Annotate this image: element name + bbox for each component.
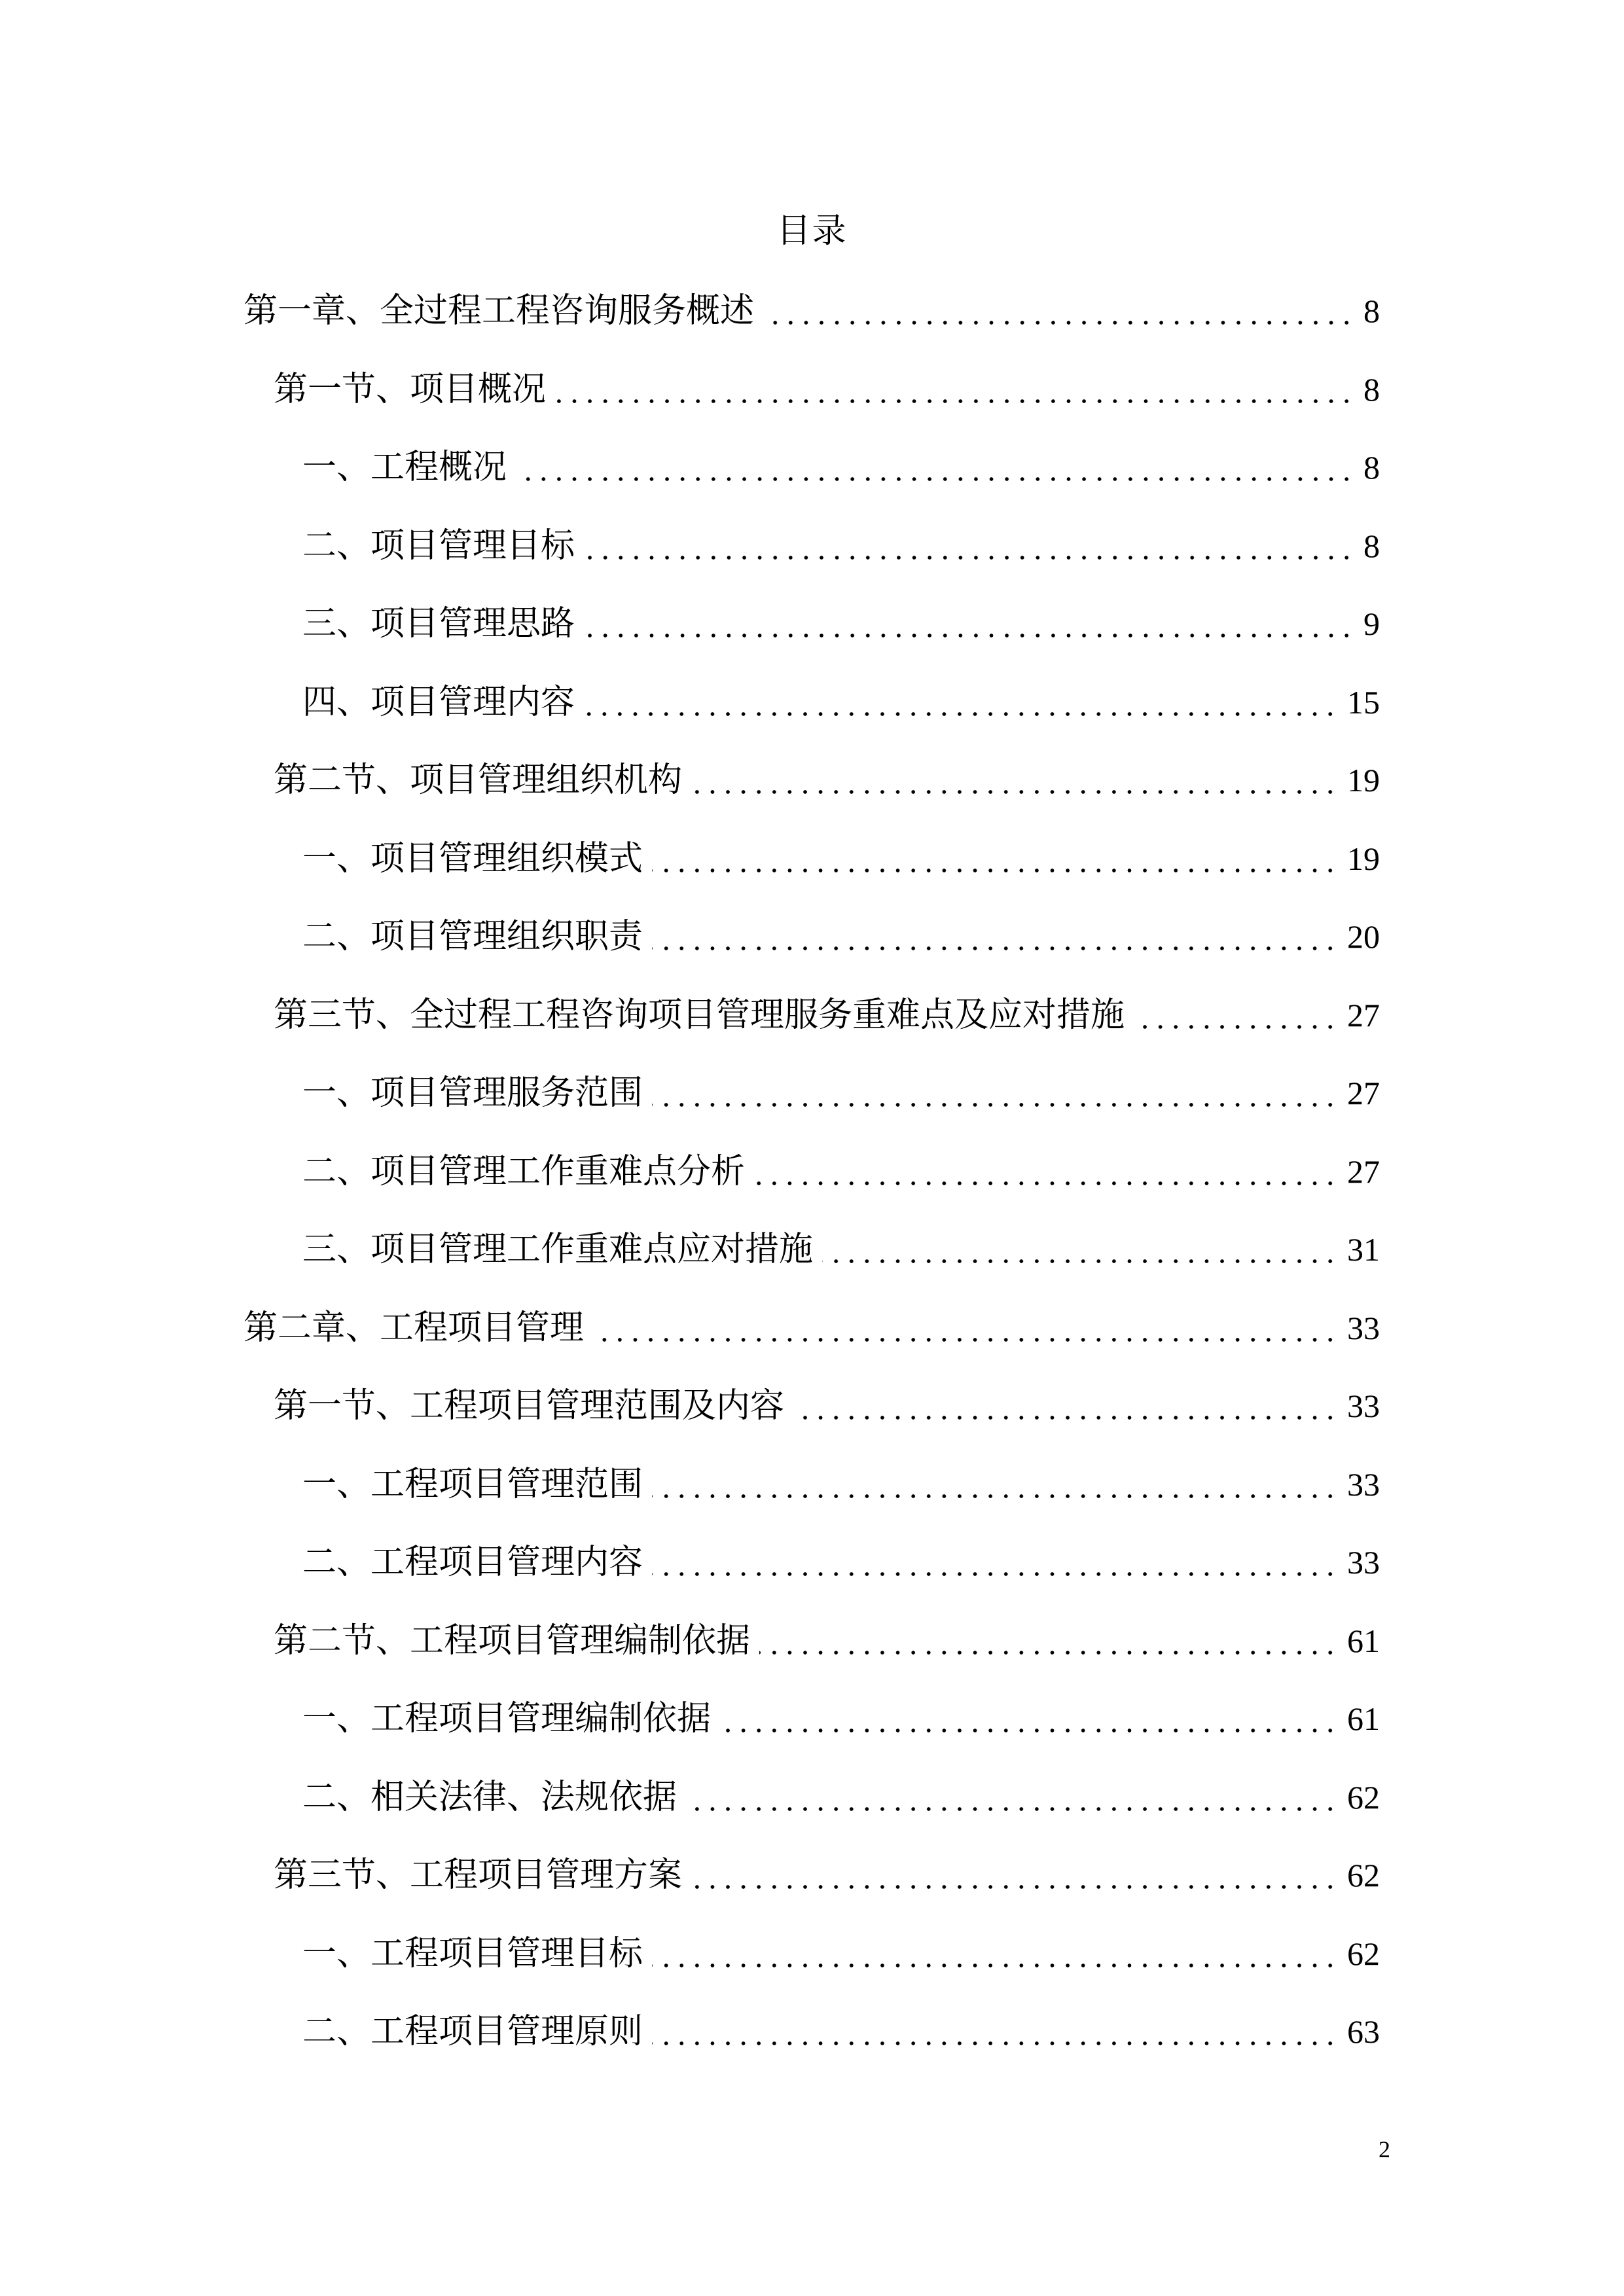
toc-entry-label: 二、项目管理组织职责 (302, 917, 643, 956)
toc-dot-leader (584, 601, 1354, 647)
toc-entry-page: 19 (1347, 762, 1380, 798)
toc-entry-label: 二、工程项目管理内容 (302, 1543, 643, 1582)
toc-entry-label: 第三节、工程项目管理方案 (274, 1856, 683, 1895)
toc-entry-page: 33 (1347, 1544, 1380, 1581)
toc-entry-page: 33 (1347, 1388, 1380, 1424)
toc-dot-leader (584, 523, 1354, 569)
toc-entry-page: 61 (1347, 1623, 1380, 1659)
toc-dot-leader (691, 1852, 1338, 1898)
toc-dot-leader (793, 1383, 1338, 1429)
toc-entry-label: 一、项目管理服务范围 (302, 1073, 643, 1113)
toc-entry-label: 一、工程概况 (302, 448, 507, 487)
toc-entry-page: 61 (1347, 1700, 1380, 1737)
toc-entry[interactable] (302, 914, 1380, 960)
toc-entry[interactable] (274, 1618, 1380, 1664)
toc-entry-page: 33 (1347, 1466, 1380, 1503)
toc-entry[interactable] (302, 1462, 1380, 1507)
toc-entry-page: 63 (1347, 2013, 1380, 2050)
toc-title: 目录 (776, 211, 848, 251)
toc-entry[interactable] (302, 836, 1380, 882)
toc-entry-page: 27 (1347, 1153, 1380, 1190)
toc-dot-leader (691, 757, 1338, 803)
toc-entry-label: 一、工程项目管理范围 (302, 1465, 643, 1504)
toc-entry[interactable] (274, 1852, 1380, 1898)
toc-entry[interactable] (302, 1931, 1380, 1977)
toc-entry-page: 15 (1347, 684, 1380, 721)
toc-entry-page: 62 (1347, 1857, 1380, 1893)
toc-dot-leader (652, 1070, 1338, 1116)
toc-entry[interactable] (302, 1070, 1380, 1116)
toc-entry-page: 19 (1347, 840, 1380, 877)
toc-dot-leader (652, 1931, 1338, 1977)
toc-entry[interactable] (274, 757, 1380, 803)
toc-entry-label: 第一节、工程项目管理范围及内容 (274, 1386, 785, 1426)
toc-dot-leader (516, 444, 1354, 490)
toc-entry-label: 第一节、项目概况 (274, 370, 547, 409)
toc-dot-leader (652, 836, 1338, 882)
toc-dot-leader (686, 1774, 1338, 1820)
toc-entry[interactable] (274, 992, 1380, 1038)
toc-dot-leader (584, 679, 1338, 725)
toc-entry-label: 第三节、全过程工程咨询项目管理服务重难点及应对措施 (274, 996, 1125, 1035)
toc-entry[interactable] (302, 1149, 1380, 1194)
toc-entry-label: 第一章、全过程工程咨询服务概述 (244, 291, 755, 331)
toc-entry-page: 8 (1363, 449, 1380, 486)
toc-dot-leader (652, 2009, 1338, 2054)
toc-dot-leader (759, 1618, 1338, 1664)
toc-entry-page: 62 (1347, 1779, 1380, 1816)
toc-entry[interactable] (302, 2009, 1380, 2054)
toc-entry[interactable] (274, 1383, 1380, 1429)
toc-dot-leader (754, 1149, 1338, 1194)
toc-entry-label: 三、项目管理思路 (302, 604, 575, 643)
toc-entry[interactable] (274, 367, 1380, 412)
toc-dot-leader (652, 1539, 1338, 1585)
toc-entry-page: 9 (1363, 605, 1380, 642)
toc-entry-page: 27 (1347, 997, 1380, 1033)
toc-dot-leader (593, 1305, 1338, 1351)
toc-entry-label: 四、项目管理内容 (302, 683, 575, 722)
toc-dot-leader (822, 1227, 1338, 1272)
toc-dot-leader (720, 1696, 1338, 1742)
toc-entry[interactable] (302, 1774, 1380, 1820)
toc-dot-leader (555, 367, 1354, 412)
toc-entry-page: 8 (1363, 528, 1380, 564)
toc-entry-page: 8 (1363, 293, 1380, 329)
toc-dot-leader (652, 1462, 1338, 1507)
toc-entry-label: 第二节、工程项目管理编制依据 (274, 1621, 751, 1660)
toc-entry[interactable] (302, 601, 1380, 647)
toc-entry-label: 第二节、项目管理组织机构 (274, 761, 683, 800)
toc-entry-page: 8 (1363, 371, 1380, 408)
toc-entry[interactable] (244, 1305, 1380, 1351)
toc-entry[interactable] (302, 444, 1380, 490)
toc-entry-label: 二、相关法律、法规依据 (302, 1778, 677, 1817)
toc-entry[interactable] (302, 1227, 1380, 1272)
toc-dot-leader (1134, 992, 1338, 1038)
toc-entry-label: 二、工程项目管理原则 (302, 2012, 643, 2051)
toc-entry-page: 27 (1347, 1075, 1380, 1111)
toc-entry[interactable] (302, 1539, 1380, 1585)
toc-entry-page: 31 (1347, 1231, 1380, 1268)
toc-entry-label: 第二章、工程项目管理 (244, 1308, 585, 1348)
toc-dot-leader (652, 914, 1338, 960)
toc-entry-label: 一、工程项目管理目标 (302, 1934, 643, 1973)
toc-entry-label: 二、项目管理工作重难点分析 (302, 1152, 746, 1191)
toc-entry[interactable] (302, 679, 1380, 725)
toc-entry[interactable] (302, 523, 1380, 569)
page-number: 2 (1379, 2136, 1390, 2162)
toc-entry-page: 20 (1347, 918, 1380, 955)
toc-entry-page: 33 (1347, 1310, 1380, 1346)
toc-entry-page: 62 (1347, 1935, 1380, 1972)
toc-entry[interactable] (302, 1696, 1380, 1742)
toc-entry-label: 二、项目管理目标 (302, 526, 575, 565)
toc-entry[interactable] (244, 288, 1380, 334)
toc-entry-label: 一、工程项目管理编制依据 (302, 1699, 712, 1738)
toc-dot-leader (763, 288, 1354, 334)
toc-entry-label: 一、项目管理组织模式 (302, 839, 643, 878)
toc-entry-label: 三、项目管理工作重难点应对措施 (302, 1230, 814, 1269)
